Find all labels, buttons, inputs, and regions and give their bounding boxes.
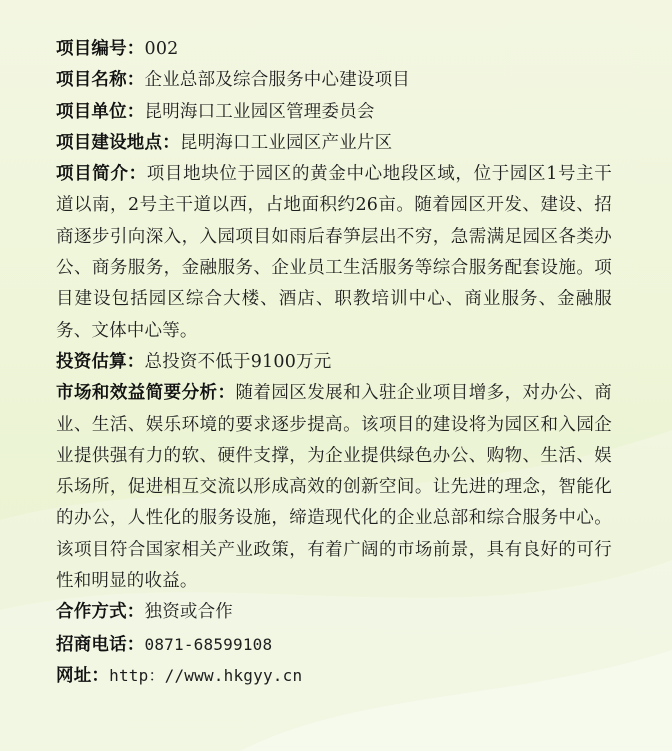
cooperation-row [56, 597, 612, 628]
project-name-value: 企业总部及综合服务中心建设项目 [144, 70, 410, 91]
project-number-value: 002 [144, 39, 179, 59]
project-unit-value: 昆明海口工业园区管理委员会 [144, 101, 375, 122]
investment-label: 投资估算： [56, 351, 145, 372]
market-analysis-paragraph [56, 378, 612, 597]
project-location-value: 昆明海口工业园区产业片区 [179, 132, 393, 153]
website-link[interactable]: http：//www.hkgyy.cn [109, 665, 303, 685]
investment-row [56, 347, 612, 378]
phone-label: 招商电话： [56, 634, 145, 655]
project-intro-text: 项目地块位于园区的黄金中心地段区域，位于园区1号主干道以南，2号主干道以西，占地面积约26亩。随着园区开发、建设、招商逐步引向深入，入园项目如雨后春笋层出不穷，急需满足园区各类办公、商务服务，金融服务、企业员工生活服务等综合服务配套设施。项目建设包括园区综合大楼、酒店、职教培训中心、商业服务、金融服务、文体中心等。 [56, 164, 612, 341]
market-analysis-text: 随着园区发展和入驻企业项目增多，对办公、商业、生活、娱乐环境的要求逐步提高。该项目的建设将为园区和入园企业提供强有力的软、硬件支撑，为企业提供绿色办公、购物、生活、娱乐场所，促进相互交流以形成高效的创新空间。让先进的理念，智能化的办公，人性化的服务设施，缔造现代化的企业总部和综合服务中心。该项目符合国家相关产业政策，有着广阔的市场前景，具有良好的可行性和明显的收益。 [56, 383, 613, 592]
website-label: 网址： [56, 665, 110, 686]
investment-value: 总投资不低于9100万元 [144, 351, 332, 372]
phone-row [56, 629, 612, 660]
website-row [56, 660, 612, 691]
phone-value: 0871-68599108 [144, 634, 273, 654]
project-number-label: 项目编号： [56, 39, 145, 59]
project-location-label: 项目建设地点： [56, 132, 180, 153]
project-info-document [56, 34, 612, 691]
market-analysis-label: 市场和效益简要分析： [56, 383, 236, 404]
project-name-label: 项目名称： [56, 70, 145, 91]
project-name-row [56, 65, 612, 96]
project-intro-paragraph [56, 159, 612, 347]
project-unit-row [56, 97, 612, 128]
cooperation-value: 独资或合作 [144, 602, 233, 623]
project-location-row [56, 128, 612, 159]
project-unit-label: 项目单位： [56, 101, 145, 122]
cooperation-label: 合作方式： [56, 602, 145, 623]
project-intro-label: 项目简介： [56, 164, 147, 185]
project-number-row [56, 34, 612, 65]
